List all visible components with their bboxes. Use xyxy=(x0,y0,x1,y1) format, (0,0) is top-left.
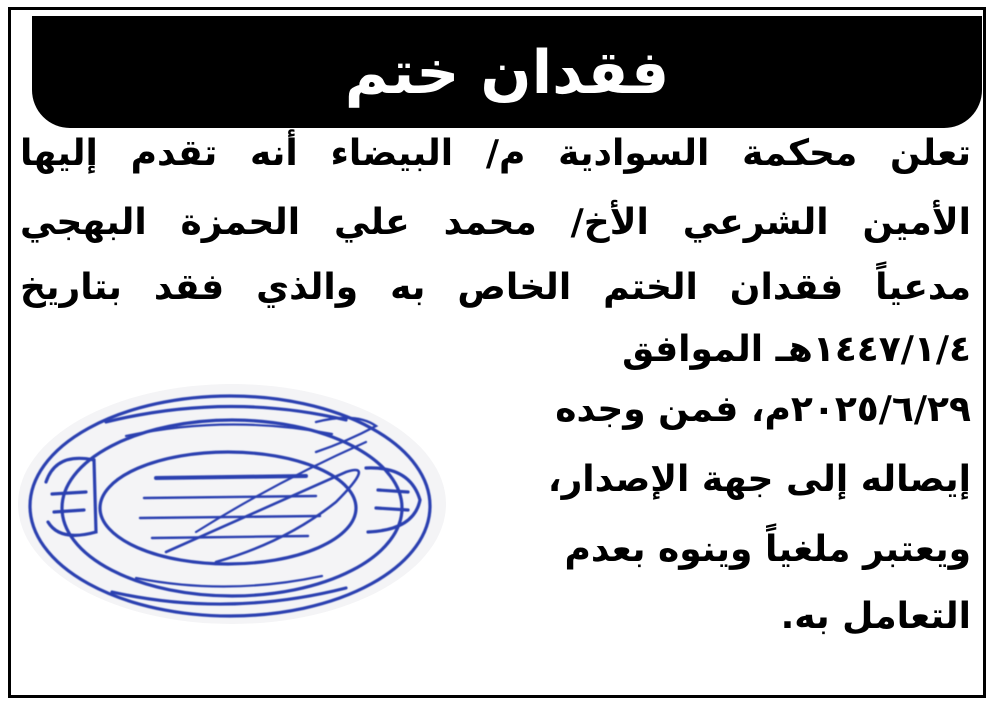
notice-line-2: الأمين الشرعي الأخ/ محمد علي الحمزة البهجي xyxy=(20,202,971,243)
seal-stamp-icon xyxy=(16,382,448,626)
notice-line-3: مدعياً فقدان الختم الخاص به والذي فقد بتاريخ xyxy=(20,267,971,308)
title-bar xyxy=(32,16,982,128)
notice-title: فقدان ختم xyxy=(344,38,670,108)
notice-line-4: ١٤٤٧/١/٤هـ الموافق xyxy=(622,329,971,370)
notice-line-8: التعامل به. xyxy=(780,596,971,637)
notice-line-7: ويعتبر ملغياً وينوه بعدم xyxy=(564,529,971,570)
notice-line-5: ٢٠٢٥/٦/٢٩م، فمن وجده xyxy=(555,389,971,430)
seal-stamp-image xyxy=(16,382,448,626)
notice-line-6: إيصاله إلى جهة الإصدار، xyxy=(547,459,971,500)
notice-line-1: تعلن محكمة السوادية م/ البيضاء أنه تقدم إليها xyxy=(20,133,971,174)
